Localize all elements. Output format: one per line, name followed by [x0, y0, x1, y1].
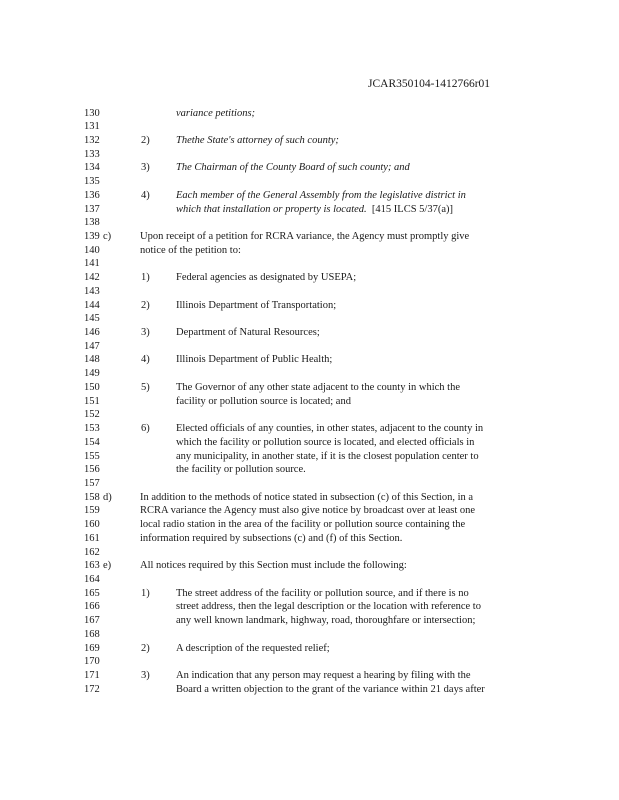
list-label: 4)	[141, 189, 150, 201]
line-text	[140, 491, 473, 505]
line-number: 165	[84, 587, 100, 599]
line-text-content: Each member of the General Assembly from the legislative district in	[176, 189, 466, 201]
line-number: 171	[84, 670, 100, 682]
line-text-content: any municipality, in another state, if it is the closest population center to	[176, 450, 479, 462]
line-text-content: Illinois Department of Transportation;	[176, 299, 337, 311]
line-text	[140, 559, 407, 573]
line-number: 141	[84, 258, 100, 270]
line-text	[176, 381, 460, 395]
line-text-content: The Chairman of the County Board of such county; and	[176, 162, 410, 174]
line-text-content: In addition to the methods of notice stated in subsection (c) of this Section, in a	[140, 491, 474, 503]
line-text-content: Illinois Department of Public Health;	[176, 354, 333, 366]
line-number: 136	[84, 189, 100, 201]
line-number: 144	[84, 299, 100, 311]
line-number: 147	[84, 340, 100, 352]
statute-citation: [415 ILCS 5/37(a)]	[366, 203, 453, 215]
line-number: 172	[84, 683, 100, 695]
line-text-content: information required by subsections (c) and (f) of this Section.	[140, 532, 403, 544]
line-number: 130	[84, 107, 100, 119]
line-number: 170	[84, 656, 100, 668]
line-number: 156	[84, 464, 100, 476]
document-id-header: JCAR350104-1412766r01	[368, 78, 491, 90]
list-label: 6)	[141, 423, 150, 435]
line-text-content: Board a written objection to the grant of the variance within 21 days after	[176, 683, 485, 695]
list-label: 2)	[141, 134, 150, 146]
line-number: 138	[84, 217, 100, 229]
line-text-content: All notices required by this Section must include the following:	[140, 560, 407, 572]
line-number: 137	[84, 203, 100, 215]
line-text	[176, 614, 475, 628]
line-number: 162	[84, 546, 100, 558]
list-label: 1)	[141, 587, 150, 599]
list-label: 3)	[141, 670, 150, 682]
line-number: 132	[84, 134, 100, 146]
list-label: 2)	[141, 642, 150, 654]
line-text-content: RCRA variance the Agency must also give notice by broadcast over at least one	[140, 505, 476, 517]
line-text-content: variance petitions;	[176, 107, 256, 119]
line-text	[176, 587, 469, 601]
line-text	[176, 353, 332, 367]
list-label: e)	[103, 560, 112, 572]
line-number: 133	[84, 148, 100, 160]
line-number: 131	[84, 121, 100, 133]
line-text-content: The Governor of any other state adjacent to the county in which the	[176, 381, 460, 393]
line-text	[176, 203, 453, 217]
line-number: 164	[84, 573, 100, 585]
line-number: 158	[84, 491, 100, 503]
list-label: 2)	[141, 299, 150, 311]
line-number: 150	[84, 381, 100, 393]
line-text	[176, 436, 474, 450]
line-text-content: A description of the requested relief;	[176, 642, 330, 654]
line-text-content: any well known landmark, highway, road, thoroughfare or intersection;	[176, 615, 476, 627]
line-number: 153	[84, 423, 100, 435]
list-label: 1)	[141, 272, 150, 284]
line-number: 140	[84, 244, 100, 256]
line-text-content: An indication that any person may request a hearing by filing with the	[176, 670, 471, 682]
list-label: 3)	[141, 327, 150, 339]
line-number: 167	[84, 615, 100, 627]
line-text	[176, 299, 336, 313]
line-number: 166	[84, 601, 100, 613]
line-number: 142	[84, 272, 100, 284]
line-text	[176, 422, 483, 436]
line-text	[140, 504, 475, 518]
line-text	[140, 244, 241, 258]
line-text-content: the facility or pollution source.	[176, 464, 306, 476]
line-text	[176, 395, 351, 409]
line-number: 152	[84, 409, 100, 421]
line-text-content: which the facility or pollution source is located, and elected officials in	[176, 436, 475, 448]
line-text-content: Department of Natural Resources;	[176, 327, 320, 339]
line-text-content: Thethe State's attorney of such county;	[176, 134, 339, 146]
line-text-content: street address, then the legal description or the location with reference to	[176, 601, 481, 613]
line-text	[176, 642, 330, 656]
line-text-content: facility or pollution source is located; and	[176, 395, 351, 407]
list-label: 4)	[141, 354, 150, 366]
line-number: 134	[84, 162, 100, 174]
list-label: 5)	[141, 381, 150, 393]
line-text	[140, 532, 402, 546]
line-text	[176, 189, 466, 203]
line-text	[176, 134, 339, 148]
line-number: 146	[84, 327, 100, 339]
line-text	[176, 683, 485, 697]
list-label: c)	[103, 230, 112, 242]
line-text	[176, 271, 356, 285]
line-number: 168	[84, 628, 100, 640]
line-number: 145	[84, 313, 100, 325]
line-text	[176, 669, 471, 683]
line-text-content: Elected officials of any counties, in other states, adjacent to the county in	[176, 423, 484, 435]
line-number: 169	[84, 642, 100, 654]
line-text	[176, 450, 479, 464]
line-text-content: which that installation or property is located.	[176, 203, 367, 215]
line-text-content: local radio station in the area of the facility or pollution source containing the	[140, 519, 466, 531]
line-number: 148	[84, 354, 100, 366]
line-number: 154	[84, 436, 100, 448]
line-number: 157	[84, 477, 100, 489]
line-number: 135	[84, 176, 100, 188]
line-number: 160	[84, 519, 100, 531]
line-text	[176, 161, 410, 175]
line-text-content: The street address of the facility or pollution source, and if there is no	[176, 587, 469, 599]
line-number: 149	[84, 368, 100, 380]
line-text	[176, 600, 481, 614]
line-text-content: notice of the petition to:	[140, 244, 241, 256]
line-number: 155	[84, 450, 100, 462]
list-label: 3)	[141, 162, 150, 174]
line-text	[140, 518, 465, 532]
line-number: 161	[84, 532, 100, 544]
line-number: 159	[84, 505, 100, 517]
line-text-content: Upon receipt of a petition for RCRA variance, the Agency must promptly give	[140, 230, 470, 242]
line-number: 163	[84, 560, 100, 572]
line-text-content: Federal agencies as designated by USEPA;	[176, 272, 357, 284]
line-number: 151	[84, 395, 100, 407]
line-number: 139	[84, 230, 100, 242]
line-text	[140, 230, 469, 244]
list-label: d)	[103, 491, 112, 503]
line-number: 143	[84, 285, 100, 297]
line-text	[176, 326, 320, 340]
line-text	[176, 463, 306, 477]
line-text	[176, 107, 255, 121]
